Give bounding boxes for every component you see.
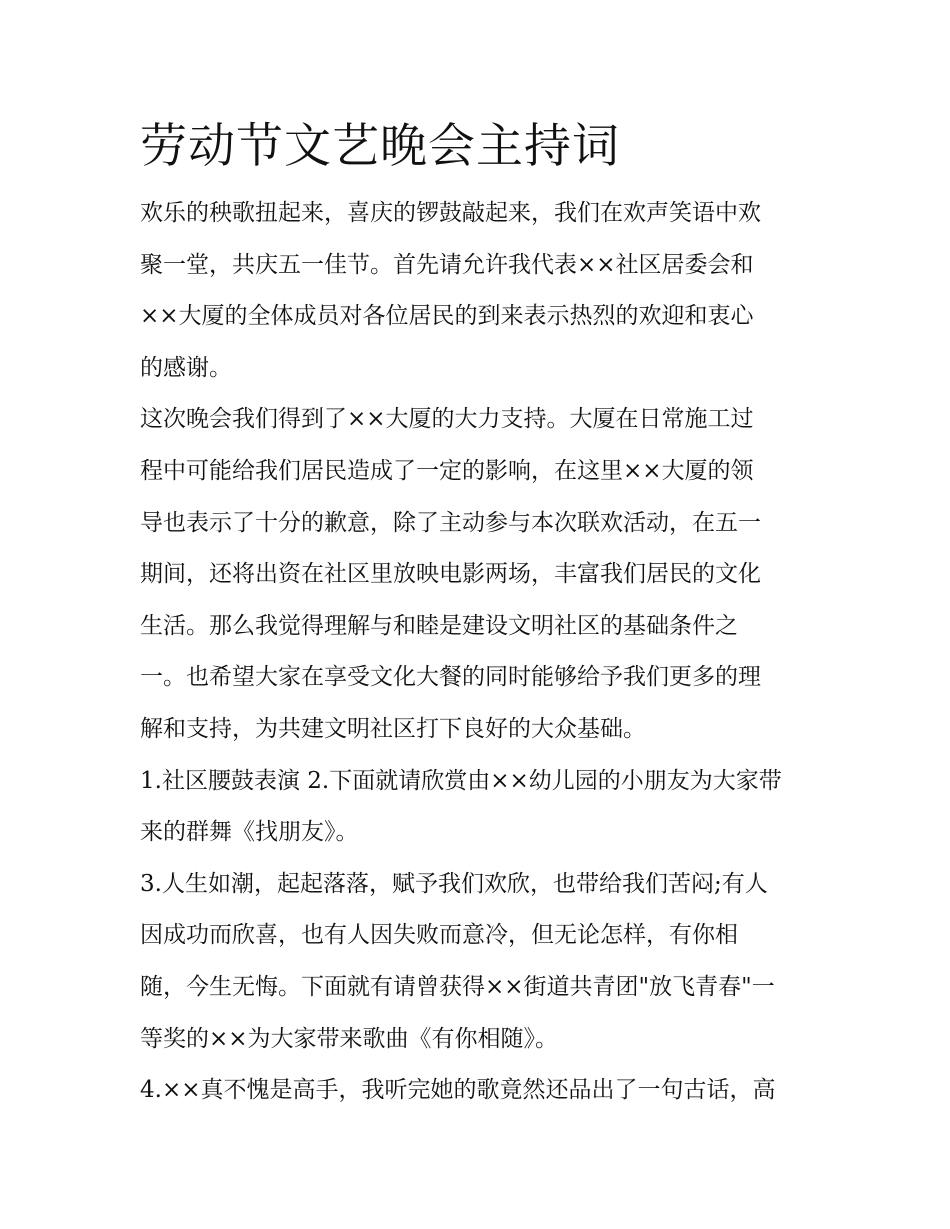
document-page	[140, 112, 820, 1117]
text-line: 程中可能给我们居民造成了一定的影响，在这里××大厦的领	[140, 457, 754, 484]
paragraph-program-4	[140, 1065, 820, 1117]
text-line: 期间，还将出资在社区里放映电影两场，丰富我们居民的文化	[140, 561, 761, 588]
text-line: 1.社区腰鼓表演 2.下面就请欣赏由××幼儿园的小朋友为大家带	[140, 767, 782, 794]
text-line: 聚一堂，共庆五一佳节。首先请允许我代表××社区居委会和	[140, 251, 754, 278]
text-line: 一。也希望大家在享受文化大餐的同时能够给予我们更多的理	[140, 664, 761, 691]
paragraph-support	[140, 394, 820, 755]
text-line: 4.××真不愧是高手，我听完她的歌竟然还品出了一句古话，高	[140, 1077, 776, 1104]
text-line: 等奖的××为大家带来歌曲《有你相随》。	[140, 1025, 559, 1052]
paragraph-opening	[140, 188, 820, 394]
text-line: 3.人生如潮，起起落落，赋予我们欢欣，也带给我们苦闷;有人	[140, 870, 768, 897]
text-line: 这次晚会我们得到了××大厦的大力支持。大厦在日常施工过	[140, 406, 754, 433]
text-line: 导也表示了十分的歉意，除了主动参与本次联欢活动，在五一	[140, 509, 761, 536]
text-line: 的感谢。	[140, 354, 232, 381]
document-title: 劳动节文艺晚会主持词	[140, 119, 620, 174]
text-line: 欢乐的秧歌扭起来，喜庆的锣鼓敲起来，我们在欢声笑语中欢	[140, 200, 761, 226]
text-line: 生活。那么我觉得理解与和睦是建设文明社区的基础条件之	[140, 612, 738, 639]
text-line: 解和支持，为共建文明社区打下良好的大众基础。	[140, 715, 646, 742]
text-line: 来的群舞《找朋友》。	[140, 819, 359, 846]
text-line: 随，今生无悔。下面就有请曾获得××街道共青团"放飞青春"一	[140, 973, 775, 1000]
paragraph-program-3	[140, 859, 820, 1065]
paragraph-program-1-2	[140, 756, 820, 859]
text-line: ××大厦的全体成员对各位居民的到来表示热烈的欢迎和衷心	[140, 303, 754, 330]
text-line: 因成功而欣喜，也有人因失败而意冷，但无论怎样，有你相	[140, 922, 738, 949]
